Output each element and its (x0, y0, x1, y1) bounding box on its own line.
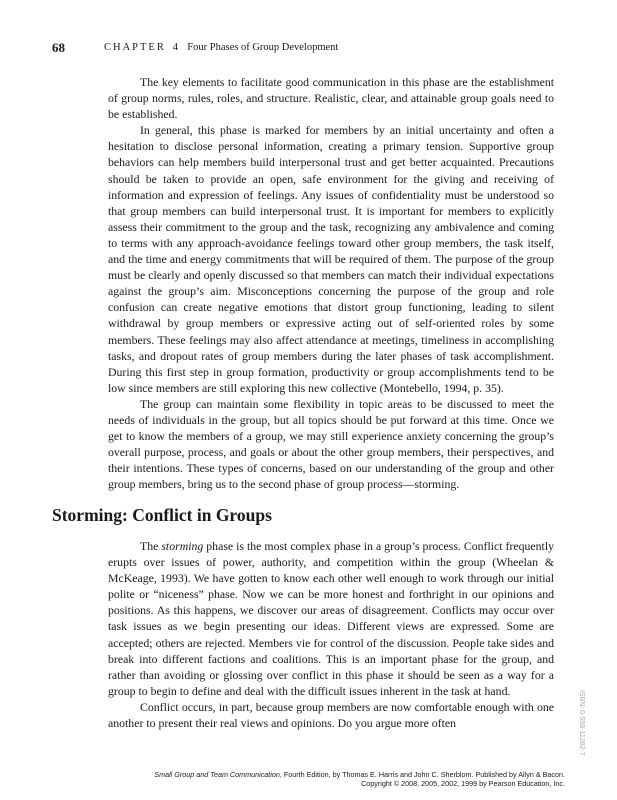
paragraph-text: phase is the most complex phase in a group’s process. Conflict frequently erupts over issues of power, authority, and competition within the group (Wheelan & McKeage, 1993). We have gotten to know each other well enough to work through our initial polite or “niceness” phase. Now we can be more honest and forthright in our opinions and positions. As this happens, we discover our areas of disagreement. Conflicts may occur over task issues as we begin presenting our ideas. Different views are expressed. Some are accepted; others are rejected. Members vie for control of the discussion. People take sides and break into different factions and coalitions. This is an important phase for the group, and rather than avoiding or glossing over conflict in this phase it should be seen as a way for a group to begin to define and deal with the difficult issues inherent in the task at hand. (108, 539, 554, 698)
forming-body-text (108, 74, 554, 492)
paragraph-lead: The (140, 539, 162, 553)
chapter-title: Four Phases of Group Development (187, 42, 339, 53)
chapter-label: CHAPTER (104, 42, 166, 53)
footer-publication-info: , Fourth Edition, by Thomas E. Harris and John C. Sherblom. Published by Allyn & Bacon. (279, 770, 565, 779)
page-number: 68 (52, 40, 65, 55)
book-title: Small Group and Team Communication (154, 770, 280, 779)
footer-line-1 (85, 770, 565, 779)
section-heading: Storming: Conflict in Groups (52, 505, 272, 525)
paragraph: The key elements to facilitate good communication in this phase are the establishment of group norms, rules, roles, and structure. Realistic, clear, and attainable group goals need to be established. (108, 75, 554, 122)
paragraph: In general, this phase is marked for members by an initial uncertainty and often a hesitation to disclose personal information, creating a primary tension. Supportive group behaviors can help members build interpersonal trust and get better acquainted. Precautions should be taken to provide an open, safe environment for the giving and receiving of information and expression of feelings. Any issues of confidentiality must be understood so that group members can build interpersonal trust. It is important for members to explicitly assess their commitment to the group and the task, recognizing any ambivalence and coming to terms with any approach-avoidance feelings toward other group members, the task itself, and the time and energy commitments that will be required of them. The purpose of the group must be clearly and openly discussed so that members can match their individual expectations against the group’s aim. Misconceptions concerning the purpose of the group and role confusion can create negative emotions that distort group functioning, leading to silent withdrawal by group members or expressive acting out of self-oriented roles by some members. These feelings may also affect attendance at meetings, timeliness in accomplishing tasks, and dropout rates of group members during the later phases of task accomplishment. During this first step in group formation, productivity or group accomplishments tend to be low since members are still exploring this new collective (Montebello, 1994, p. 35). (108, 123, 554, 395)
paragraph: The group can maintain some flexibility in topic areas to be discussed to meet the needs of individuals in the group, but all topics should be put forward at this time. Once we get to know the members of a group, we may still experience anxiety concerning the group’s overall purpose, process, and goals or about the other group members, their perspectives, and their intentions. These types of concerns, based on our understanding of the group and other group members, bring us to the second phase of group process—storming. (108, 396, 554, 492)
copyright-footer (85, 770, 565, 788)
storming-body-text (108, 538, 554, 731)
paragraph: Conflict occurs, in part, because group members are now comfortable enough with one another to present their real views and opinions. Do you argue more often (108, 699, 554, 731)
emphasized-term: storming (161, 539, 204, 553)
isbn-margin-note: ISBN: 0-558-11282-7 (578, 690, 585, 756)
paragraph (108, 538, 554, 699)
running-head (104, 42, 338, 53)
footer-line-2: Copyright © 2008, 2005, 2002, 1999 by Pearson Education, Inc. (361, 779, 565, 788)
chapter-number: 4 (172, 42, 179, 53)
